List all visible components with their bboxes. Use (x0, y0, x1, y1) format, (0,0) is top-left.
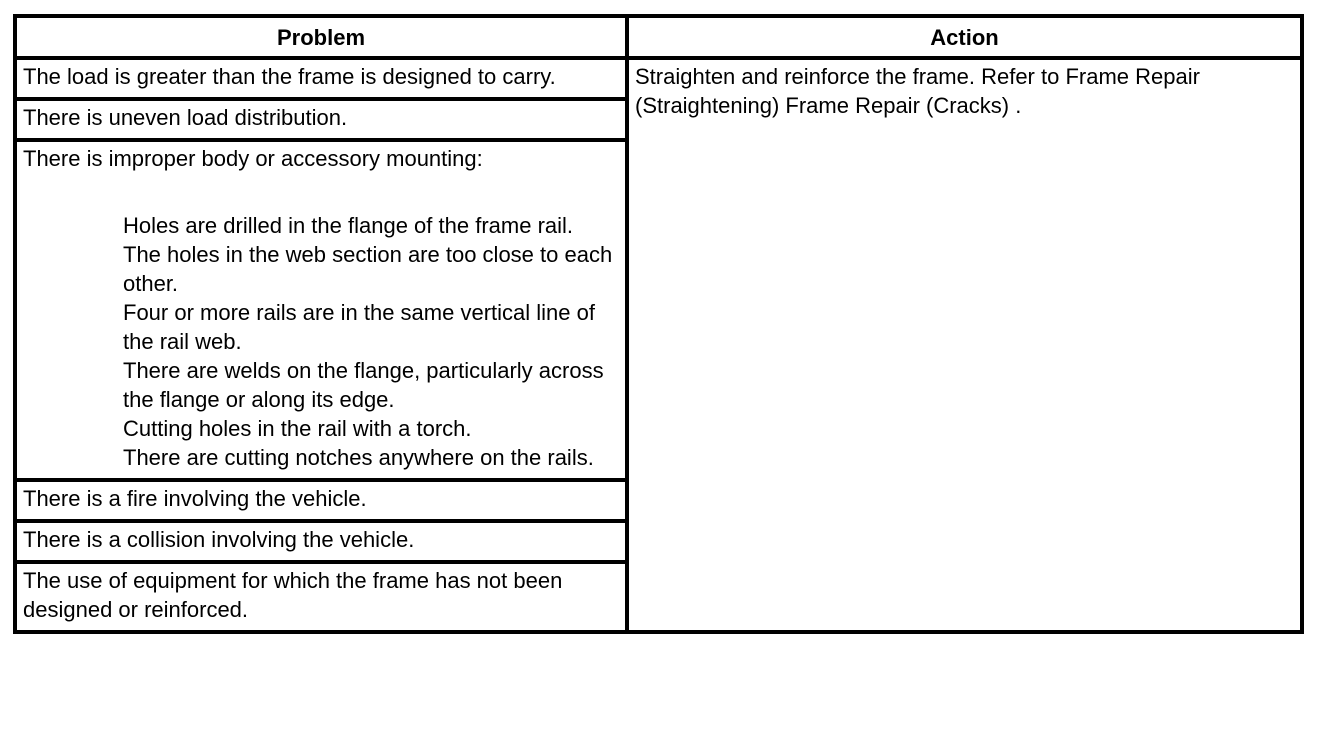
list-item: There are cutting notches anywhere on the rails. (123, 445, 594, 470)
action-cell: Straighten and reinforce the frame. Refer to Frame Repair (Straightening) Frame Repair (Cracks) . (627, 58, 1302, 632)
list-item: There are welds on the flange, particularly across the flange or along its edge. (123, 358, 604, 412)
list-item: The holes in the web section are too close to each other. (123, 242, 613, 296)
list-item: Four or more rails are in the same vertical line of the rail web. (123, 300, 595, 354)
list-item: Cutting holes in the rail with a torch. (123, 416, 472, 441)
action-header: Action (627, 16, 1302, 58)
problem-cell: There is a collision involving the vehicle. (15, 521, 627, 562)
problem-intro: There is improper body or accessory mounting: (23, 146, 483, 171)
problem-cell: There is uneven load distribution. (15, 99, 627, 140)
problem-header: Problem (15, 16, 627, 58)
problem-cell: The load is greater than the frame is designed to carry. (15, 58, 627, 99)
diagnostic-table (13, 14, 1304, 634)
list-item: Holes are drilled in the flange of the frame rail. (123, 213, 574, 238)
cause-list (23, 211, 619, 472)
table-row (15, 58, 1302, 99)
problem-cell: The use of equipment for which the frame has not been designed or reinforced. (15, 562, 627, 632)
header-row (15, 16, 1302, 58)
problem-cell (15, 140, 627, 480)
problem-cell: There is a fire involving the vehicle. (15, 480, 627, 521)
